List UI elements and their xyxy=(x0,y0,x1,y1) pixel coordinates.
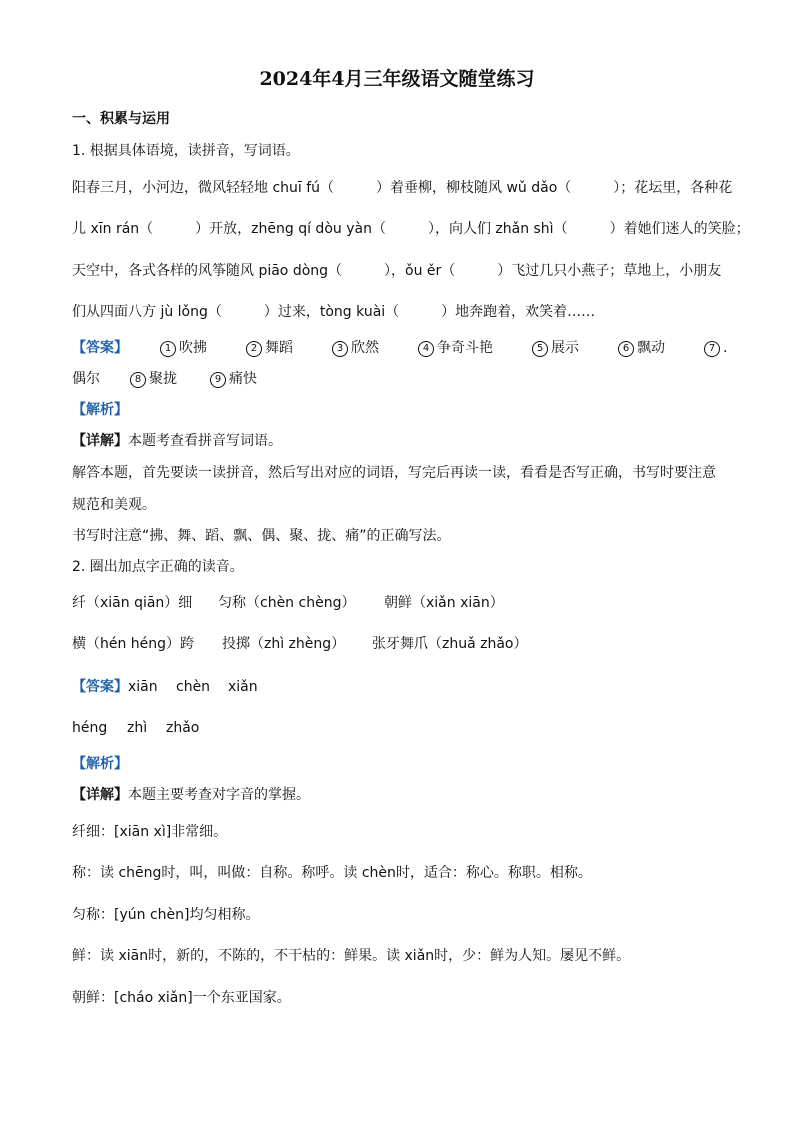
answer-pinyin: chèn xyxy=(176,679,211,695)
detail-label: 【详解】 xyxy=(72,433,128,449)
answer-pinyin: zhì xyxy=(127,720,148,736)
pinyin-option: 朝鲜（xiǎn xiān） xyxy=(384,595,504,611)
answer-item: 6 飘动 xyxy=(618,339,665,357)
question-2-stem: 2. 圈出加点字正确的读音。 xyxy=(72,559,244,575)
answer-pinyin: zhǎo xyxy=(166,720,200,736)
answer-item: 4 争奇斗艳 xyxy=(418,339,493,357)
question-1-line-2: 儿 xīn rán（ ）开放，zhēng qí dòu yàn（ ），向人们 zhǎn shì（ ）着她们迷人的笑脸； xyxy=(72,221,750,237)
note-line: 称：读 chēng时，叫，叫做：自称。称呼。读 chèn时，适合：称心。称职。相称。 xyxy=(72,865,592,881)
explanation-line-1: 解答本题，首先要读一读拼音，然后写出对应的词语，写完后再读一读，看看是否写正确，书写时要注意 xyxy=(72,465,716,481)
explanation-line-2: 规范和美观。 xyxy=(72,497,156,513)
answer-item: 5 展示 xyxy=(532,339,579,357)
answer-pinyin: xiān xyxy=(128,679,158,695)
answer-7-continued: 偶尔 xyxy=(72,371,100,387)
question-1-line-1: 阳春三月，小河边，微风轻轻地 chuī fú（ ）着垂柳，柳枝随风 wǔ dǎo（ ）；花坛里，各种花 xyxy=(72,180,733,196)
note-line: 纤细：[xiān xì]非常细。 xyxy=(72,824,228,840)
detail-line: 【详解】本题考查看拼音写词语。 xyxy=(72,433,282,449)
pinyin-option: 投掷（zhì zhèng） xyxy=(222,636,346,652)
question-1-line-4: 们从四面八方 jù lǒng（ ）过来，tòng kuài（ ）地奔跑着，欢笑着…… xyxy=(72,304,596,320)
answer-item: 2 舞蹈 xyxy=(246,339,293,357)
answer-item: 9 痛快 xyxy=(210,370,257,388)
explanation-line-3: 书写时注意“拂、舞、蹈、飘、偶、聚、拢、痛”的正确写法。 xyxy=(72,528,451,544)
answer-item: 1 吹拂 xyxy=(160,339,207,357)
analysis-label: 【解析】 xyxy=(72,402,128,418)
pinyin-option: 纤（xiān qiān）细 xyxy=(72,595,193,611)
answer-pinyin: héng xyxy=(72,720,108,736)
pinyin-option: 横（hén héng）跨 xyxy=(72,636,195,652)
pinyin-option: 匀称（chèn chèng） xyxy=(218,595,356,611)
note-line: 鲜：读 xiān时，新的，不陈的，不干枯的：鲜果。读 xiǎn时，少：鲜为人知。屡见不鲜。 xyxy=(72,948,631,964)
question-1-stem: 1. 根据具体语境，读拼音，写词语。 xyxy=(72,143,300,159)
answer-label: 【答案】 xyxy=(72,679,128,695)
answer-item: 3 欣然 xyxy=(332,339,379,357)
pinyin-option: 张牙舞爪（zhuǎ zhǎo） xyxy=(372,636,528,652)
answer-item: 8 聚拢 xyxy=(130,370,177,388)
answer-label: 【答案】 xyxy=(72,340,128,356)
detail-line: 【详解】本题主要考查对字音的掌握。 xyxy=(72,787,310,803)
question-1-line-3: 天空中，各式各样的风筝随风 piāo dòng（ ），ǒu ěr（ ）飞过几只小燕子；草地上，小朋友 xyxy=(72,263,722,279)
page-title: 2024年4月三年级语文随堂练习 xyxy=(259,68,535,90)
answer-item: 7 . xyxy=(704,339,727,357)
analysis-label: 【解析】 xyxy=(72,756,128,772)
note-line: 匀称：[yún chèn]均匀相称。 xyxy=(72,907,260,923)
detail-label: 【详解】 xyxy=(72,787,128,803)
answer-pinyin: xiǎn xyxy=(228,679,258,695)
section-heading: 一、积累与运用 xyxy=(72,111,170,127)
note-line: 朝鲜：[cháo xiǎn]一个东亚国家。 xyxy=(72,990,291,1006)
